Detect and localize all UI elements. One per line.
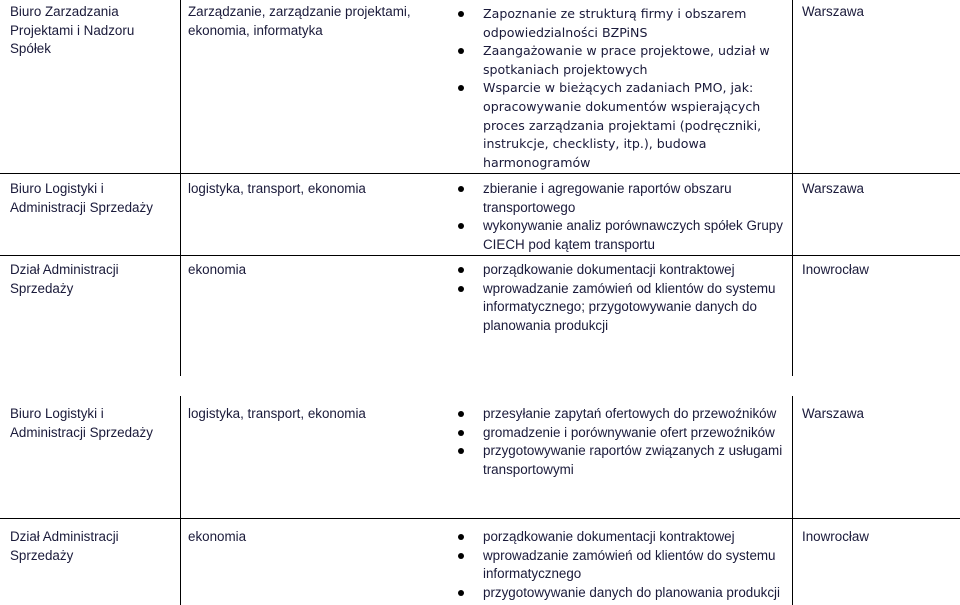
- department-cell: Biuro Logistyki i Administracji Sprzedaży: [10, 181, 153, 215]
- location-cell: Inowrocław: [802, 262, 869, 277]
- task-list: [458, 5, 793, 172]
- row-divider: [0, 255, 960, 256]
- department-cell: Dział Administracji Sprzedaży: [10, 262, 119, 296]
- location-cell: Inowrocław: [802, 529, 869, 544]
- task-item: zbieranie i agregowanie raportów obszaru transportowego: [458, 180, 793, 217]
- task-item: przygotowywanie raportów związanych z usługami transportowymi: [458, 442, 793, 479]
- department-cell: Biuro Zarzadzania Projektami i Nadzoru Spółek: [10, 4, 135, 57]
- field-cell: logistyka, transport, ekonomia: [188, 406, 366, 421]
- task-item: porządkowanie dokumentacji kontraktowej: [458, 528, 793, 547]
- department-cell: Biuro Logistyki i Administracji Sprzedaży: [10, 406, 153, 440]
- task-list: [458, 405, 793, 479]
- task-item: Zaangażowanie w prace projektowe, udział w spotkaniach projektowych: [458, 42, 793, 79]
- task-item: przygotowywanie danych do planowania produkcji: [458, 584, 793, 603]
- location-cell: Warszawa: [802, 181, 865, 196]
- task-list: [458, 180, 793, 254]
- column-divider: [180, 396, 181, 605]
- location-cell: Warszawa: [802, 4, 865, 19]
- location-cell: Warszawa: [802, 406, 865, 421]
- field-cell: Zarządzanie, zarządzanie projektami, ekonomia, informatyka: [188, 4, 411, 38]
- task-item: wykonywanie analiz porównawczych spółek Grupy CIECH pod kątem transportu: [458, 217, 793, 254]
- field-cell: ekonomia: [188, 262, 247, 277]
- task-item: wprowadzanie zamówień od klientów do systemu informatycznego; przygotowywanie danych do planowania produkcji: [458, 280, 793, 336]
- department-cell: Dział Administracji Sprzedaży: [10, 529, 119, 563]
- task-list: [458, 528, 793, 602]
- task-item: Wsparcie w bieżących zadaniach PMO, jak: opracowywanie dokumentów wspierających proces zarządzania projektami (podręczniki, instrukcje, checklisty, itp.), budowa harmonogramów: [458, 79, 793, 172]
- task-item: porządkowanie dokumentacji kontraktowej: [458, 261, 793, 280]
- task-item: gromadzenie i porównywanie ofert przewoźników: [458, 424, 793, 443]
- row-divider: [0, 173, 960, 174]
- field-cell: ekonomia: [188, 529, 247, 544]
- task-item: przesyłanie zapytań ofertowych do przewoźników: [458, 405, 793, 424]
- task-item: Zapoznanie ze strukturą firmy i obszarem odpowiedzialności BZPiNS: [458, 5, 793, 42]
- column-divider: [180, 0, 181, 376]
- task-list: [458, 261, 793, 335]
- row-divider: [0, 518, 960, 519]
- field-cell: logistyka, transport, ekonomia: [188, 181, 366, 196]
- task-item: wprowadzanie zamówień od klientów do systemu informatycznego: [458, 547, 793, 584]
